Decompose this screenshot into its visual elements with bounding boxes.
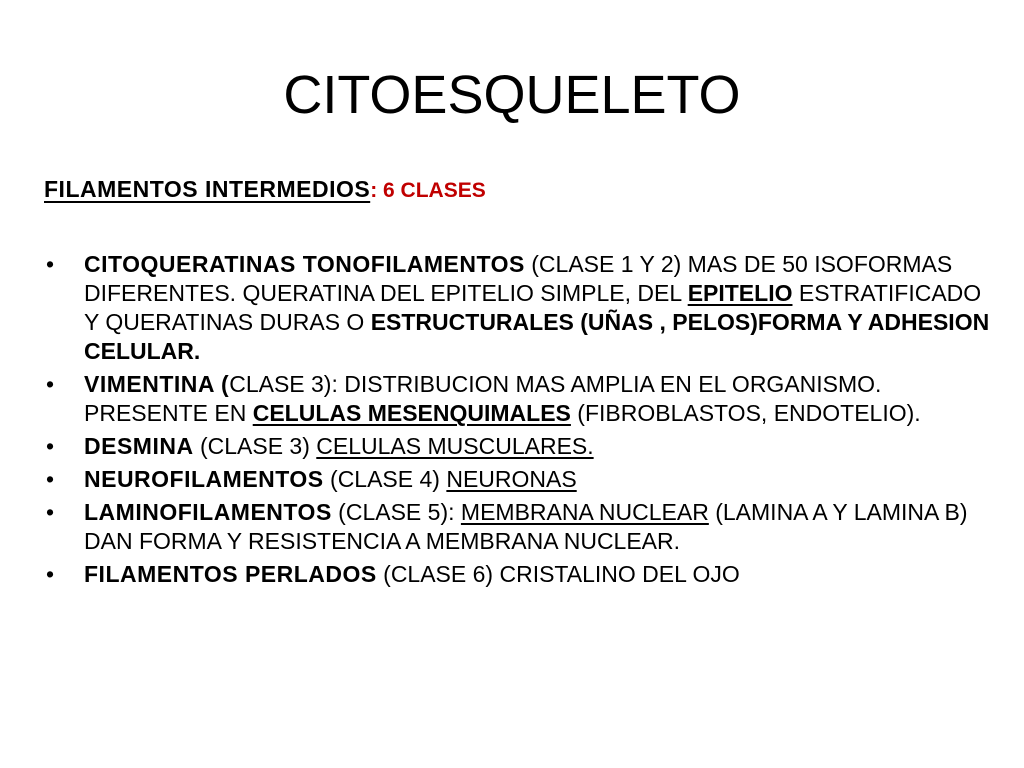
list-item-vimentina (44, 370, 994, 428)
list-item-filamentos-perlados (44, 560, 994, 589)
item-text: (CLASE 3) (193, 433, 317, 459)
item-underlined: CELULAS MUSCULARES. (316, 433, 594, 459)
bullet-icon: • (46, 499, 55, 525)
item-text: (LAMINA A Y LAMINA B) DAN FORMA Y RESISTENCIA A MEMBRANA NUCLEAR. (84, 499, 968, 554)
item-term: CITOQUERATINAS TONOFILAMENTOS (84, 251, 525, 277)
list-item-desmina (44, 432, 994, 461)
item-term: VIMENTINA ( (84, 371, 230, 397)
item-underlined: CELULAS MESENQUIMALES (252, 400, 571, 426)
item-bold-text: ESTRUCTURALES (UÑAS , PELOS)FORMA Y ADHESION CELULAR. (84, 309, 990, 364)
item-term: NEUROFILAMENTOS (84, 466, 324, 492)
list-item-neurofilamentos (44, 465, 994, 494)
item-term: FILAMENTOS PERLADOS (84, 561, 377, 587)
item-underlined: NEURONAS (446, 466, 577, 492)
bullet-icon: • (46, 466, 55, 492)
subtitle-main: FILAMENTOS INTERMEDIOS (44, 176, 371, 202)
item-term: LAMINOFILAMENTOS (84, 499, 332, 525)
bullet-icon: • (46, 561, 55, 587)
bullet-icon: • (46, 251, 55, 277)
item-text: (CLASE 5): (331, 499, 461, 525)
subtitle-count: 6 CLASES (377, 179, 486, 202)
slide-title: CITOESQUELETO (283, 65, 741, 125)
slide-subtitle (44, 172, 486, 208)
subtitle-colon: : (370, 179, 378, 202)
bullet-icon: • (46, 371, 55, 397)
list-item-laminofilamentos (44, 498, 994, 556)
item-text: CLASE 3): DISTRIBUCION MAS AMPLIA EN EL ORGANISMO. PRESENTE EN (84, 371, 882, 426)
list-item-citoqueratinas (44, 250, 994, 366)
item-text: (CLASE 1 Y 2) MAS DE 50 ISOFORMAS DIFERENTES. QUERATINA DEL EPITELIO SIMPLE, DEL (84, 251, 953, 306)
bullet-icon: • (46, 433, 55, 459)
item-underlined: EPITELIO (687, 280, 793, 306)
item-text: (CLASE 4) (323, 466, 447, 492)
item-text: (CLASE 6) CRISTALINO DEL OJO (376, 561, 740, 587)
item-underlined: MEMBRANA NUCLEAR (460, 499, 709, 525)
item-term: DESMINA (84, 433, 194, 459)
bullet-list (44, 250, 994, 593)
item-text: (FIBROBLASTOS, ENDOTELIO). (570, 400, 921, 426)
item-text: ESTRATIFICADO Y QUERATINAS DURAS O (84, 280, 982, 335)
